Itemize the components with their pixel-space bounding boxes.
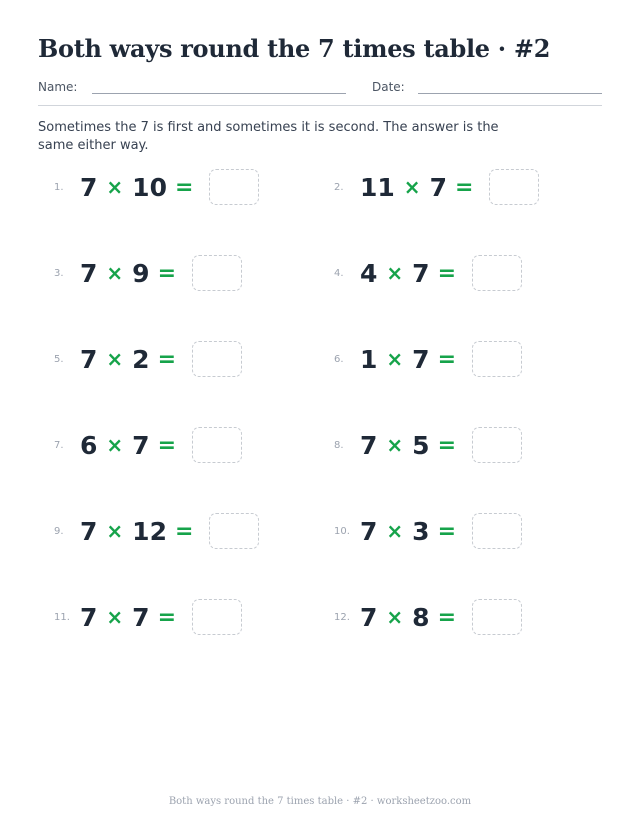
first-factor: 7 [360, 516, 378, 546]
equals-sign: = [437, 518, 457, 544]
first-factor: 11 [360, 172, 395, 202]
second-factor: 8 [412, 602, 430, 632]
second-factor: 7 [412, 258, 430, 288]
multiply-sign: × [106, 605, 124, 629]
answer-box[interactable] [192, 599, 242, 635]
answer-box[interactable] [209, 169, 259, 205]
second-factor: 9 [132, 258, 150, 288]
first-factor: 7 [360, 602, 378, 632]
name-date-row [38, 80, 602, 94]
problem-number: 8. [334, 439, 344, 451]
equals-sign: = [157, 260, 177, 286]
first-factor: 4 [360, 258, 378, 288]
first-factor: 7 [80, 516, 98, 546]
header-divider [38, 105, 602, 106]
second-factor: 12 [132, 516, 167, 546]
answer-box[interactable] [472, 513, 522, 549]
problem-item [318, 168, 539, 206]
page-footer: Both ways round the 7 times table · #2 · worksheetzoo.com [168, 796, 472, 807]
multiply-sign: × [106, 519, 124, 543]
problem-item [38, 512, 259, 550]
equals-sign: = [437, 604, 457, 630]
problem-number: 11. [54, 611, 70, 623]
equals-sign: = [157, 432, 177, 458]
equals-sign: = [157, 604, 177, 630]
answer-box[interactable] [192, 427, 242, 463]
first-factor: 1 [360, 344, 378, 374]
problem-item [318, 254, 522, 292]
problem-item [318, 426, 522, 464]
name-field-line[interactable] [92, 93, 346, 94]
equals-sign: = [174, 174, 194, 200]
problem-item [38, 598, 242, 636]
first-factor: 7 [80, 172, 98, 202]
problem-number: 5. [54, 353, 64, 365]
problem-item [38, 426, 242, 464]
first-factor: 7 [80, 602, 98, 632]
instructions-text: Sometimes the 7 is first and sometimes it is second. The answer is the same either way. [38, 120, 499, 153]
problem-item [318, 512, 522, 550]
answer-box[interactable] [472, 599, 522, 635]
equals-sign: = [437, 346, 457, 372]
first-factor: 7 [360, 430, 378, 460]
second-factor: 2 [132, 344, 150, 374]
problem-item [38, 340, 242, 378]
answer-box[interactable] [472, 341, 522, 377]
problem-item [318, 598, 522, 636]
second-factor: 7 [132, 602, 150, 632]
worksheet-title: Both ways round the 7 times table · #2 [38, 34, 551, 63]
first-factor: 7 [80, 344, 98, 374]
equals-sign: = [437, 432, 457, 458]
problem-number: 1. [54, 181, 64, 193]
multiply-sign: × [106, 433, 124, 457]
multiply-sign: × [106, 347, 124, 371]
equals-sign: = [437, 260, 457, 286]
problem-number: 4. [334, 267, 344, 279]
multiply-sign: × [386, 261, 404, 285]
second-factor: 3 [412, 516, 430, 546]
answer-box[interactable] [192, 341, 242, 377]
answer-box[interactable] [472, 427, 522, 463]
second-factor: 7 [132, 430, 150, 460]
second-factor: 7 [412, 344, 430, 374]
problem-number: 10. [334, 525, 350, 537]
answer-box[interactable] [209, 513, 259, 549]
answer-box[interactable] [192, 255, 242, 291]
second-factor: 7 [429, 172, 447, 202]
second-factor: 5 [412, 430, 430, 460]
problem-number: 2. [334, 181, 344, 193]
second-factor: 10 [132, 172, 167, 202]
multiply-sign: × [106, 261, 124, 285]
equals-sign: = [174, 518, 194, 544]
multiply-sign: × [106, 175, 124, 199]
date-label: Date: [372, 80, 405, 94]
problem-item [38, 168, 259, 206]
problem-number: 6. [334, 353, 344, 365]
problem-item [318, 340, 522, 378]
problem-item [38, 254, 242, 292]
multiply-sign: × [386, 519, 404, 543]
problem-number: 7. [54, 439, 64, 451]
multiply-sign: × [386, 605, 404, 629]
equals-sign: = [454, 174, 474, 200]
equals-sign: = [157, 346, 177, 372]
first-factor: 7 [80, 258, 98, 288]
first-factor: 6 [80, 430, 98, 460]
multiply-sign: × [386, 347, 404, 371]
problem-number: 3. [54, 267, 64, 279]
multiply-sign: × [386, 433, 404, 457]
name-label: Name: [38, 80, 78, 94]
answer-box[interactable] [489, 169, 539, 205]
answer-box[interactable] [472, 255, 522, 291]
problem-number: 12. [334, 611, 350, 623]
multiply-sign: × [403, 175, 421, 199]
problem-number: 9. [54, 525, 64, 537]
date-field-line[interactable] [418, 93, 602, 94]
